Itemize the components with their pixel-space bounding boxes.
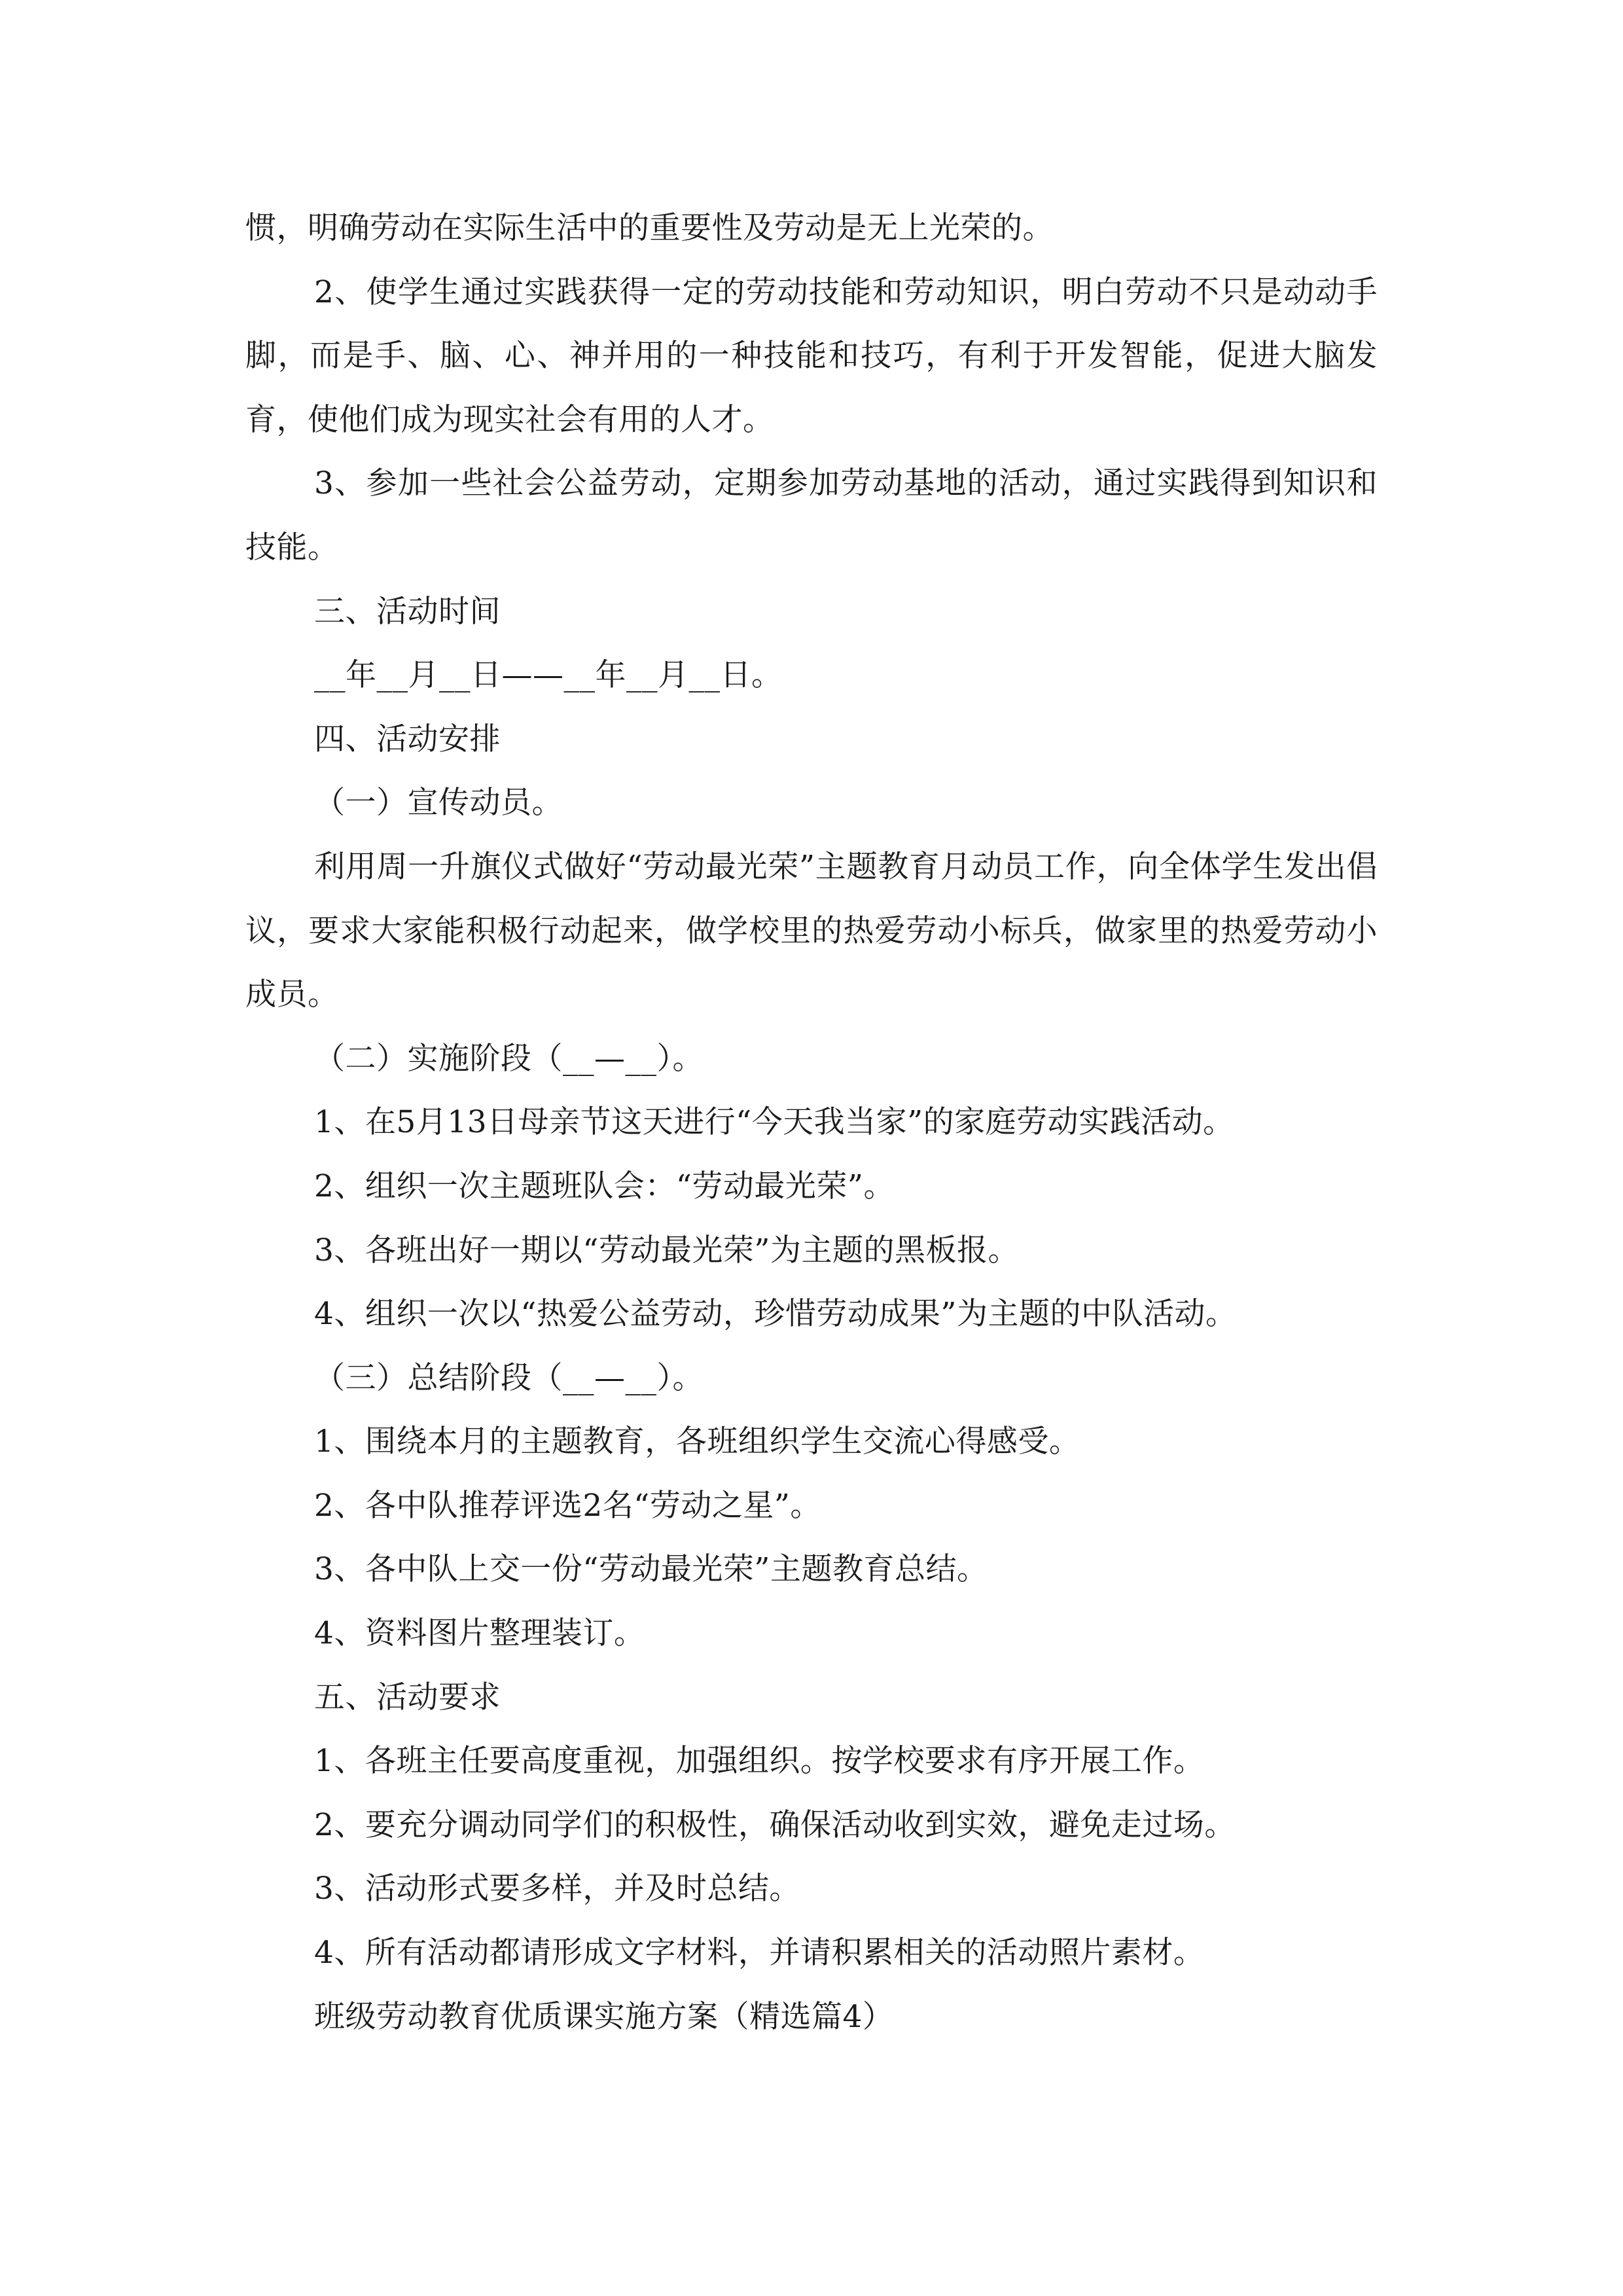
goal-item-2: 2、使学生通过实践获得一定的劳动技能和劳动知识，明白劳动不只是动动手脚，而是手、脑、心、神并用的一种技能和技巧，有利于开发智能，促进大脑发育，使他们成为现实社会有用的人才。 <box>245 274 1378 438</box>
implementation-item-2: 2、组织一次主题班队会：“劳动最光荣”。 <box>314 1168 895 1204</box>
activity-date-range: __年__月__日——__年__月__日。 <box>314 657 783 694</box>
section-heading-requirements: 五、活动要求 <box>314 1679 501 1715</box>
implementation-item-1: 1、在5月13日母亲节这天进行“今天我当家”的家庭劳动实践活动。 <box>314 1104 1234 1141</box>
summary-item-3: 3、各中队上交一份“劳动最光荣”主题教育总结。 <box>314 1551 988 1588</box>
requirement-item-3: 3、活动形式要多样，并及时总结。 <box>314 1871 800 1907</box>
section-heading-time: 三、活动时间 <box>314 593 501 630</box>
requirement-item-1: 1、各班主任要高度重视，加强组织。按学校要求有序开展工作。 <box>314 1743 1205 1780</box>
paragraph-continuation: 惯，明确劳动在实际生活中的重要性及劳动是无上光荣的。 <box>245 210 1054 246</box>
summary-item-1: 1、围绕本月的主题教育，各班组织学生交流心得感受。 <box>314 1424 1080 1460</box>
subheading-implementation: （二）实施阶段（__—__）。 <box>314 1040 704 1077</box>
implementation-item-3: 3、各班出好一期以“劳动最光荣”为主题的黑板报。 <box>314 1232 1019 1268</box>
section-heading-arrangement: 四、活动安排 <box>314 721 501 757</box>
goal-item-3: 3、参加一些社会公益劳动，定期参加劳动基地的活动，通过实践得到知识和技能。 <box>245 465 1378 565</box>
summary-item-2: 2、各中队推荐评选2名“劳动之星”。 <box>314 1487 821 1524</box>
next-section-title: 班级劳动教育优质课实施方案（精选篇4） <box>314 1998 894 2035</box>
subheading-publicity: （一）宣传动员。 <box>314 785 563 821</box>
requirement-item-4: 4、所有活动都请形成文字材料，并请积累相关的活动照片素材。 <box>314 1935 1205 1971</box>
publicity-paragraph: 利用周一升旗仪式做好“劳动最光荣”主题教育月动员工作，向全体学生发出倡议，要求大家能积极行动起来，做学校里的热爱劳动小标兵，做家里的热爱劳动小成员。 <box>245 848 1378 1013</box>
subheading-summary: （三）总结阶段（__—__）。 <box>314 1359 704 1396</box>
document-body <box>245 196 1378 2049</box>
requirement-item-2: 2、要充分调动同学们的积极性，确保活动收到实效，避免走过场。 <box>314 1806 1236 1843</box>
implementation-item-4: 4、组织一次以“热爱公益劳动，珍惜劳动成果”为主题的中队活动。 <box>314 1296 1237 1333</box>
summary-item-4: 4、资料图片整理装订。 <box>314 1615 645 1652</box>
